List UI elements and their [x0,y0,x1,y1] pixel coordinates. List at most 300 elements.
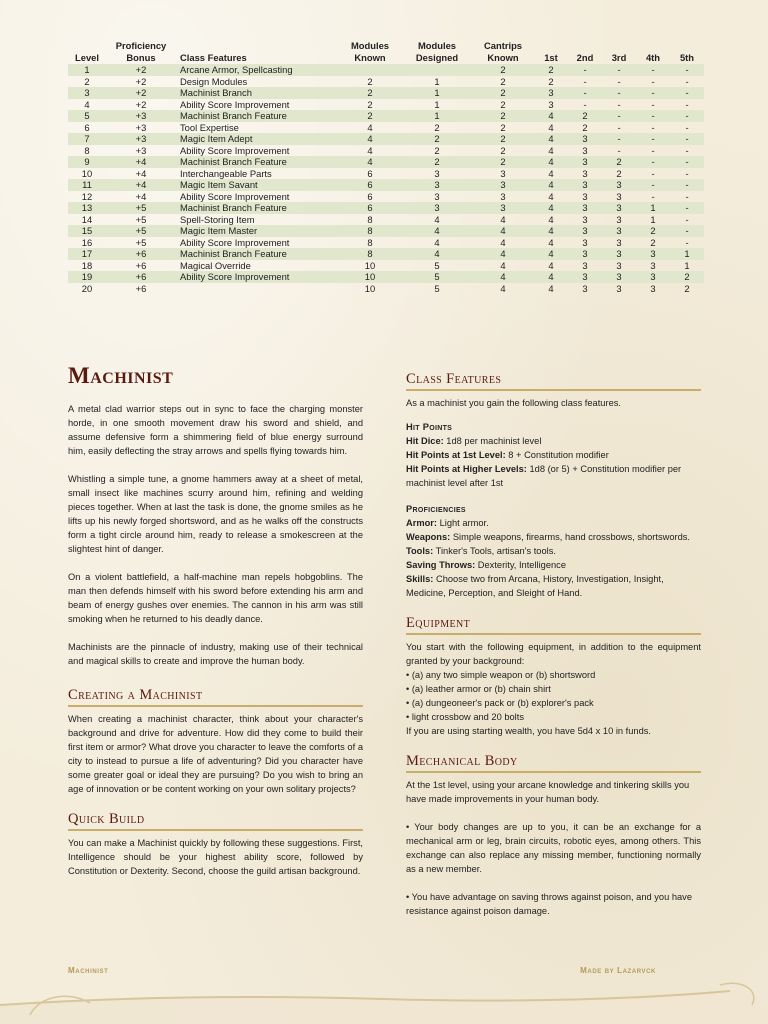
cell-slot-2nd: 3 [582,259,588,271]
hit-points-heading: Hit Points [406,422,453,432]
cell-modules-designed [402,64,472,76]
cell-slot-2nd: 3 [582,213,588,225]
cell-modules-known: 2 [367,98,373,110]
cell-slot-1st: 4 [534,271,568,283]
cell-slot-3rd: 2 [602,156,636,168]
skills-label: Skills: [406,574,434,584]
cell-slot-2nd: - [583,98,587,110]
cell-cantrips: 2 [472,87,534,99]
cell-slot-1st: 4 [548,236,554,248]
cell-feature: Machinist Branch Feature [176,156,338,168]
cell-slot-2nd: 2 [582,121,588,133]
cell-proficiency: +5 [135,236,147,248]
equipment-item-3: • (a) dungeoneer's pack or (b) explorer's pack [406,698,594,708]
cell-slot-2nd: 2 [568,110,602,122]
cell-slot-3rd: 3 [602,248,636,260]
cell-slot-5th: - [685,236,689,248]
intro-paragraph-1: A metal clad warrior steps out in sync to face the charging monster horde, in one smooth movement draw his sword and shield, and assume defensive form a shimmering field of blue energy surround him, easily deflecting the stray arrows and spells flying towards him. [68,404,363,456]
cell-slot-4th: 3 [636,271,670,283]
cell-slot-4th: 1 [636,202,670,214]
intro-paragraph-4: Machinists are the pinnacle of industry, making use of their technical and magical skills to create and improve the human body. [68,642,363,666]
hp-first-level-value: 8 + Constitution modifier [505,450,609,460]
cell-feature: Machinist Branch Feature [176,110,338,122]
cell-slot-2nd: 3 [568,225,602,237]
mechanical-body-p1: At the 1st level, using your arcane knowledge and tinkering skills you have made improvements in your human body. [406,780,690,804]
cell-level: 13 [68,202,106,214]
cell-slot-3rd: 3 [616,259,622,271]
header-level: Level [75,52,99,63]
cell-cantrips: 2 [472,156,534,168]
cell-feature: Interchangeable Parts [180,167,272,179]
cell-cantrips: 3 [472,202,534,214]
cell-modules-known: 8 [367,236,373,248]
cell-cantrips: 4 [500,236,506,248]
cell-slot-2nd: 3 [568,271,602,283]
cell-slot-5th: 1 [670,248,704,260]
cell-modules-designed: 1 [434,98,440,110]
cell-slot-2nd: 3 [582,144,588,156]
cell-modules-designed: 2 [402,133,472,145]
header-modules-known: Modules Known [350,40,390,63]
cell-level: 17 [68,248,106,260]
header-modules-designed: Modules Designed [415,40,459,63]
cell-level: 7 [68,133,106,145]
cell-modules-designed: 5 [434,282,440,294]
cell-modules-known: 4 [338,133,402,145]
cell-proficiency: +5 [106,225,176,237]
table-row [68,191,704,203]
page-title: Machinist [68,363,174,388]
cell-proficiency: +3 [135,121,147,133]
cell-slot-2nd: - [568,87,602,99]
weapons-label: Weapons: [406,532,451,542]
saving-throws-value: Dexterity, Intelligence [475,560,566,570]
cell-modules-designed: 3 [434,190,440,202]
header-slot-2nd: 2nd [576,52,594,63]
cell-cantrips: 4 [472,271,534,283]
cell-slot-5th: - [685,213,689,225]
cell-feature: Ability Score Improvement [180,98,290,110]
cell-proficiency: +3 [106,110,176,122]
cell-slot-4th: - [636,110,670,122]
table-row [68,260,704,272]
cell-slot-1st: 4 [548,190,554,202]
cell-level: 12 [81,190,93,202]
cell-level: 6 [84,121,90,133]
cell-feature: Ability Score Improvement [176,271,338,283]
equipment-item-2: • (a) leather armor or (b) chain shirt [406,684,551,694]
cell-cantrips: 4 [500,213,506,225]
cell-proficiency: +4 [106,179,176,191]
cell-slot-2nd: 3 [568,248,602,260]
cell-slot-4th: - [636,179,670,191]
cell-cantrips: 2 [500,98,506,110]
cell-modules-designed: 4 [402,225,472,237]
cell-slot-1st: 3 [534,87,568,99]
cell-level: 8 [84,144,90,156]
tools-label: Tools: [406,546,434,556]
armor-value: Light armor. [437,518,489,528]
quick-build-text: You can make a Machinist quickly by following these suggestions. First, Intelligence should be your highest ability score, followed by Constitution or Dexterity. Second, choose the guild artisan background. [68,838,363,876]
cell-feature [176,283,338,295]
cell-slot-2nd: 3 [582,167,588,179]
cell-feature: Ability Score Improvement [180,144,290,156]
skills-value: Choose two from Arcana, History, Investigation, Insight, Medicine, Perception, and Sleight of Hand. [406,574,664,598]
header-cantrips-known: Cantrips Known [483,40,523,63]
cell-slot-4th: - [636,156,670,168]
cell-proficiency: +6 [135,282,147,294]
cell-slot-1st: 4 [548,144,554,156]
cell-proficiency: +3 [106,133,176,145]
cell-modules-designed: 3 [402,202,472,214]
cell-modules-known: 2 [367,75,373,87]
cell-slot-1st: 4 [534,110,568,122]
table-row [68,283,704,295]
cell-cantrips: 4 [472,248,534,260]
cell-feature: Magic Item Master [176,225,338,237]
cell-slot-5th: - [685,98,689,110]
equipment-item-4: • light crossbow and 20 bolts [406,712,524,722]
cell-cantrips: 3 [500,190,506,202]
hit-dice-value: 1d8 per machinist level [443,436,542,446]
weapons-value: Simple weapons, firearms, hand crossbows, shortswords. [450,532,691,542]
cell-level: 4 [84,98,90,110]
cell-slot-5th: - [670,156,704,168]
cell-slot-5th: 1 [684,259,690,271]
cell-feature: Tool Expertise [180,121,239,133]
hit-dice-line [406,434,701,448]
table-row [68,145,704,157]
cell-slot-2nd: - [583,75,587,87]
cell-level: 19 [68,271,106,283]
cell-slot-3rd: 3 [616,236,622,248]
cell-slot-3rd: 3 [616,282,622,294]
cell-slot-3rd: 3 [602,225,636,237]
cell-modules-designed: 1 [402,110,472,122]
cell-slot-3rd: - [602,110,636,122]
class-features-intro: As a machinist you gain the following class features. [406,398,621,408]
table-row [68,248,704,260]
table-row [68,225,704,237]
mechanical-body-heading: Mechanical Body [406,752,701,773]
cell-proficiency: +6 [135,259,147,271]
cell-slot-5th: - [670,202,704,214]
cell-slot-5th: - [670,64,704,76]
cell-slot-2nd: 3 [582,190,588,202]
hp-higher-levels-label: Hit Points at Higher Levels: [406,464,527,474]
cell-slot-3rd: 2 [616,167,622,179]
cell-slot-1st: 3 [548,98,554,110]
cell-feature: Magical Override [180,259,251,271]
cell-modules-known: 6 [338,202,402,214]
cell-level: 18 [81,259,93,271]
intro-paragraph-2: Whistling a simple tune, a gnome hammers away at a sheet of metal, small insect like machines scurry around him, refining and welding pieces together. When at last the task is done, the gnome smiles as he lifts up his newly forged shortsword, and as he walks off the constructs form a tight circle around him, ready to release a smokescreen at the slightest hint of danger. [68,474,363,554]
cell-cantrips: 2 [500,75,506,87]
cell-slot-1st: 4 [548,213,554,225]
table-row [68,122,704,134]
cell-level: 1 [68,64,106,76]
table-row [68,133,704,145]
cell-slot-4th: - [651,121,655,133]
table-row [68,202,704,214]
cell-level: 3 [68,87,106,99]
cell-modules-known: 6 [367,190,373,202]
cell-level: 9 [68,156,106,168]
cell-modules-known: 4 [367,144,373,156]
intro-paragraph-3: On a violent battlefield, a half-machine man repels hobgoblins. The man then defends himself with his sword before extending his arm and beam of energy gushes over enemies. The cannon in his arm was still smoking when he returned to his deadly dance. [68,572,363,624]
cell-proficiency: +4 [135,167,147,179]
saving-throws-label: Saving Throws: [406,560,476,570]
cell-level: 20 [81,282,93,294]
cell-feature: Arcane Armor, Spellcasting [176,64,338,76]
left-column [68,362,363,878]
cell-slot-4th: - [636,133,670,145]
footer-section-name: Machinist [68,966,109,975]
cell-modules-known: 8 [338,225,402,237]
cell-proficiency: +5 [106,202,176,214]
cell-modules-known: 4 [338,156,402,168]
cell-cantrips: 3 [500,167,506,179]
cell-slot-4th: - [651,167,655,179]
cell-slot-3rd: - [602,87,636,99]
cell-slot-3rd: 3 [616,213,622,225]
cell-modules-designed: 4 [434,213,440,225]
cell-slot-5th: 2 [670,271,704,283]
cell-slot-4th: - [636,87,670,99]
cell-slot-4th: 3 [636,248,670,260]
cell-level: 15 [68,225,106,237]
cell-slot-5th: - [670,110,704,122]
cell-level: 10 [81,167,93,179]
table-row [68,110,704,122]
table-header-row [68,36,704,64]
creating-heading: Creating a Machinist [68,686,363,707]
armor-line [406,516,701,530]
cell-cantrips: 3 [472,179,534,191]
cell-proficiency: +5 [135,213,147,225]
proficiencies-heading: Proficiencies [406,504,466,514]
cell-modules-designed: 5 [402,271,472,283]
cell-slot-5th: - [685,144,689,156]
cell-proficiency: +2 [135,75,147,87]
cell-proficiency: +6 [106,271,176,283]
cell-modules-known: 8 [338,248,402,260]
footer-author: Made by Lazarvck [580,966,656,975]
cell-proficiency: +6 [106,248,176,260]
cell-slot-5th: - [670,179,704,191]
cell-slot-1st: 4 [548,282,554,294]
cell-slot-1st: 2 [534,64,568,76]
table-row [68,87,704,99]
cell-slot-1st: 4 [548,121,554,133]
cell-slot-5th: - [685,167,689,179]
cell-slot-3rd: 3 [616,190,622,202]
table-row [68,237,704,249]
table-row [68,76,704,88]
cell-modules-designed: 3 [402,179,472,191]
cell-modules-designed: 4 [402,248,472,260]
cell-slot-3rd: - [617,121,621,133]
cell-slot-4th: - [651,144,655,156]
tools-value: Tinker's Tools, artisan's tools. [433,546,556,556]
cell-slot-4th: - [651,190,655,202]
cell-cantrips: 4 [500,259,506,271]
mechanical-body-p3: • You have advantage on saving throws against poison, and you have resistance against poison damage. [406,892,692,916]
header-proficiency: Proficiency Bonus [115,40,167,63]
cell-slot-3rd: - [617,98,621,110]
hp-higher-levels-line [406,462,701,490]
hit-dice-label: Hit Dice: [406,436,444,446]
cell-level: 16 [81,236,93,248]
cell-slot-5th: - [685,190,689,202]
cell-slot-1st: 2 [548,75,554,87]
table-body [68,64,704,294]
cell-slot-3rd: - [602,133,636,145]
weapons-line [406,530,701,544]
cell-slot-1st: 4 [534,133,568,145]
equipment-wealth: If you are using starting wealth, you have 5d4 x 10 in funds. [406,726,651,736]
tools-line [406,544,701,558]
cell-modules-designed: 2 [434,121,440,133]
cell-slot-4th: 3 [650,282,656,294]
cell-slot-1st: 4 [534,179,568,191]
cell-proficiency: +2 [135,98,147,110]
cell-slot-1st: 4 [534,156,568,168]
equipment-heading: Equipment [406,614,701,635]
table-row [68,156,704,168]
header-slot-3rd: 3rd [611,52,627,63]
cell-modules-designed: 3 [434,167,440,179]
skills-line [406,572,701,600]
cell-slot-5th: - [685,75,689,87]
cell-slot-2nd: 3 [582,236,588,248]
cell-slot-1st: 4 [534,248,568,260]
cell-slot-3rd: - [617,144,621,156]
cell-slot-3rd: 3 [602,202,636,214]
cell-slot-4th: 2 [650,236,656,248]
cell-proficiency: +3 [135,144,147,156]
cell-cantrips: 2 [500,144,506,156]
cell-proficiency: +2 [106,87,176,99]
cell-slot-3rd: 3 [602,179,636,191]
cell-modules-designed: 2 [402,156,472,168]
cell-modules-known: 10 [364,282,376,294]
cell-slot-1st: 4 [548,167,554,179]
header-slot-4th: 4th [645,52,661,63]
cell-slot-2nd: 3 [568,179,602,191]
cell-slot-5th: - [685,121,689,133]
cell-slot-4th: - [636,64,670,76]
cell-slot-2nd: 3 [582,282,588,294]
cell-modules-known: 10 [338,271,402,283]
cell-cantrips: 2 [500,121,506,133]
creating-text: When creating a machinist character, think about your character's background and drive for adventure. How did they come to build their first item or armor? What drove you character to leave the comforts of a city to instead to pursue a life of adventuring? Did you character have some greater goal or ideal they are pursuing? Do you wish to bring an age of innovation or be content working on your own solitary projects? [68,714,363,794]
cell-proficiency: +2 [106,64,176,76]
cell-modules-designed: 1 [434,75,440,87]
hp-first-level-label: Hit Points at 1st Level: [406,450,506,460]
cell-slot-1st: 4 [534,202,568,214]
cell-proficiency: +4 [106,156,176,168]
cell-modules-known: 6 [367,167,373,179]
saving-throws-line [406,558,701,572]
header-class-features: Class Features [180,52,247,63]
table-row [68,214,704,226]
cell-feature: Magic Item Savant [176,179,338,191]
cell-level: 5 [68,110,106,122]
quick-build-heading: Quick Build [68,810,363,831]
cell-modules-known: 10 [364,259,376,271]
cell-feature: Ability Score Improvement [180,190,290,202]
cell-slot-5th: 2 [684,282,690,294]
cell-slot-5th: - [670,133,704,145]
mechanical-body-p2: • Your body changes are up to you, it can be an exchange for a mechanical arm or leg, brain circuits, robotic eyes, among others. This exchange can also replace any missing member, functioning normally as a new member. [406,822,701,874]
cell-level: 14 [81,213,93,225]
cell-feature: Machinist Branch [176,87,338,99]
cell-slot-4th: 2 [636,225,670,237]
cell-slot-5th: - [670,87,704,99]
cell-modules-known: 2 [338,87,402,99]
table-row [68,168,704,180]
cell-slot-2nd: 3 [568,202,602,214]
cell-slot-1st: 4 [548,259,554,271]
cell-modules-designed: 4 [434,236,440,248]
cell-slot-2nd: 3 [568,133,602,145]
cell-feature: Design Modules [180,75,248,87]
hp-higher-levels-value: 1d8 (or 5) + Constitution modifier per machinist level after 1st [406,464,682,488]
cell-cantrips: 4 [472,225,534,237]
right-column [406,370,701,918]
cell-modules-known: 2 [338,110,402,122]
armor-label: Armor: [406,518,437,528]
cell-cantrips: 4 [500,282,506,294]
cell-cantrips: 2 [472,133,534,145]
cell-modules-known: 6 [338,179,402,191]
table-row [68,64,704,76]
cell-slot-4th: 3 [650,259,656,271]
cell-feature: Magic Item Adept [176,133,338,145]
table-row [68,271,704,283]
cell-level: 2 [84,75,90,87]
header-slot-5th: 5th [679,52,695,63]
footer-ornament-icon [0,975,768,1024]
cell-cantrips: 2 [472,110,534,122]
cell-cantrips: 2 [472,64,534,76]
cell-slot-5th: - [670,225,704,237]
cell-slot-1st: 4 [534,225,568,237]
cell-slot-4th: - [651,98,655,110]
cell-modules-designed: 1 [402,87,472,99]
cell-modules-known [338,64,402,76]
cell-slot-4th: 1 [650,213,656,225]
cell-feature: Machinist Branch Feature [176,202,338,214]
cell-modules-known: 8 [367,213,373,225]
header-slot-1st: 1st [544,52,558,63]
table-row [68,99,704,111]
cell-slot-2nd: - [568,64,602,76]
cell-level: 11 [68,179,106,191]
equipment-item-1: • (a) any two simple weapon or (b) shortsword [406,670,596,680]
hp-first-level-line [406,448,701,462]
cell-slot-3rd: 3 [602,271,636,283]
cell-modules-designed: 5 [434,259,440,271]
cell-proficiency: +4 [135,190,147,202]
cell-slot-3rd: - [617,75,621,87]
cell-modules-designed: 2 [434,144,440,156]
cell-feature: Spell-Storing Item [180,213,255,225]
cell-feature: Machinist Branch Feature [176,248,338,260]
cell-modules-known: 4 [367,121,373,133]
equipment-intro: You start with the following equipment, in addition to the equipment granted by your background: [406,642,701,666]
